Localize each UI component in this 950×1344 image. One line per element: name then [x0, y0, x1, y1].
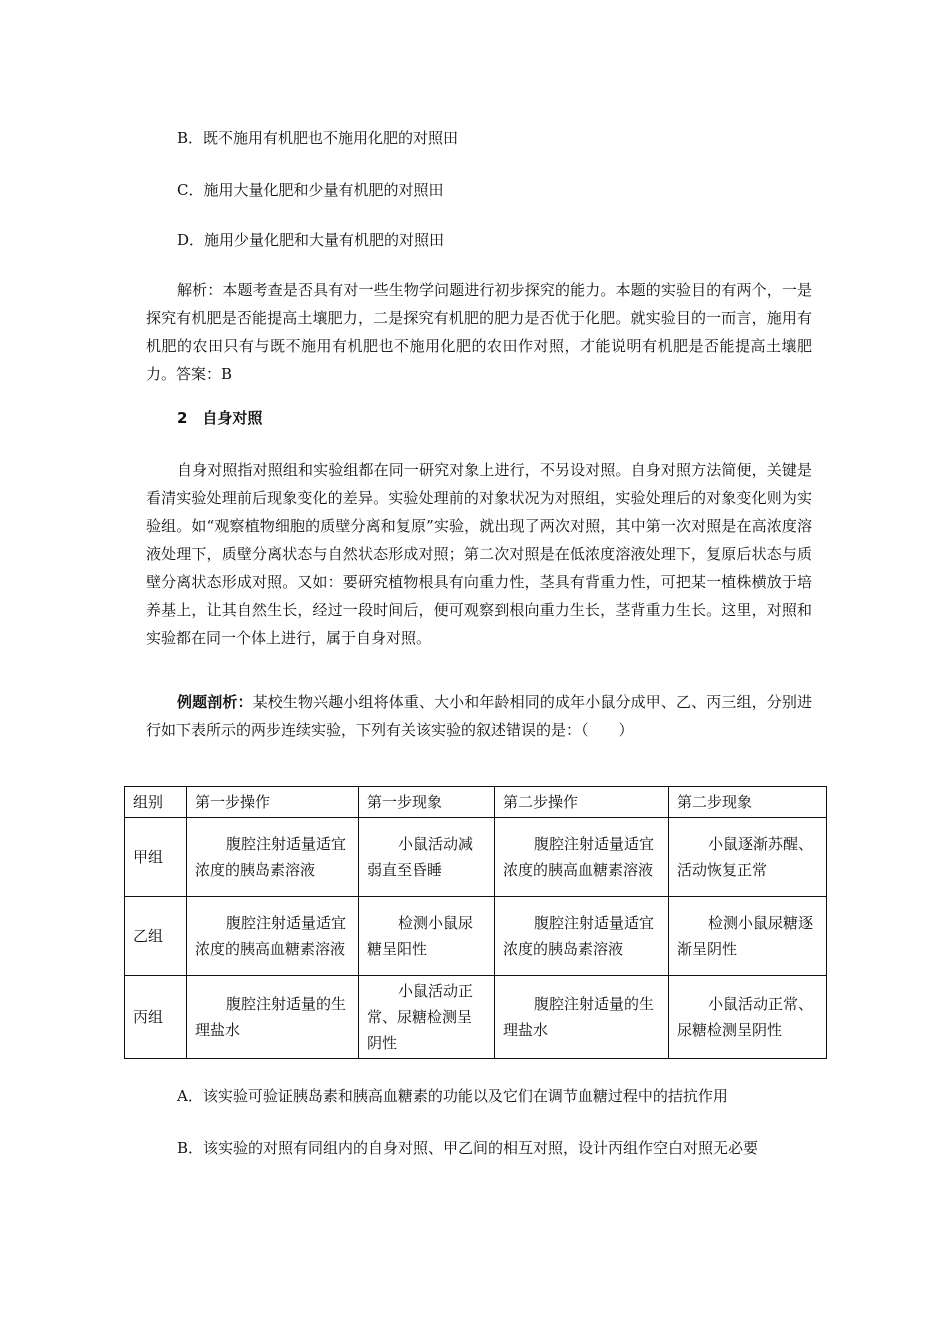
example-text: 某校生物兴趣小组将体重、大小和年龄相同的成年小鼠分成甲、乙、丙三组，分别进行如下表所示的两步连续实验，下列有关该实验的叙述错误的是：（ ） — [146, 693, 812, 739]
section-heading: 2 自身对照 — [177, 409, 263, 427]
header-cell: 组别 — [125, 787, 187, 818]
header-cell: 第二步操作 — [495, 787, 669, 818]
table-cell: 小鼠逐渐苏醒、活动恢复正常 — [669, 818, 827, 897]
table-cell: 小鼠活动正常、尿糖检测呈阴性 — [359, 976, 495, 1059]
table-cell: 腹腔注射适量适宜浓度的胰高血糖素溶液 — [187, 897, 359, 976]
table-cell: 检测小鼠尿糖呈阳性 — [359, 897, 495, 976]
example-label: 例题剖析： — [177, 693, 253, 711]
header-cell: 第一步现象 — [359, 787, 495, 818]
option-b-bottom: B．该实验的对照有同组内的自身对照、甲乙间的相互对照，设计丙组作空白对照无必要 — [177, 1139, 759, 1157]
option-b-top: B．既不施用有机肥也不施用化肥的对照田 — [177, 129, 459, 147]
group-cell: 甲组 — [125, 818, 187, 897]
group-cell: 乙组 — [125, 897, 187, 976]
option-d-top: D．施用少量化肥和大量有机肥的对照田 — [177, 231, 445, 249]
experiment-table — [124, 786, 827, 1059]
table-row — [125, 818, 827, 897]
table-row — [125, 976, 827, 1059]
table-cell: 小鼠活动正常、尿糖检测呈阴性 — [669, 976, 827, 1059]
table-header-row — [125, 787, 827, 818]
example-paragraph — [146, 688, 812, 744]
header-cell: 第一步操作 — [187, 787, 359, 818]
table-cell: 腹腔注射适量适宜浓度的胰高血糖素溶液 — [495, 818, 669, 897]
table-cell: 腹腔注射适量的生理盐水 — [495, 976, 669, 1059]
section-body-paragraph: 自身对照指对照组和实验组都在同一研究对象上进行，不另设对照。自身对照方法简便，关键是看清实验处理前后现象变化的差异。实验处理前的对象状况为对照组，实验处理后的对象变化则为实验组。如“观察植物细胞的质壁分离和复原”实验，就出现了两次对照，其中第一次对照是在高浓度溶液处理下，质壁分离状态与自然状态形成对照；第二次对照是在低浓度溶液处理下，复原后状态与质壁分离状态形成对照。又如：要研究植物根具有向重力性，茎具有背重力性，可把某一植株横放于培养基上，让其自然生长，经过一段时间后，便可观察到根向重力生长，茎背重力生长。这里，对照和实验都在同一个体上进行，属于自身对照。 — [146, 461, 812, 647]
table-row — [125, 897, 827, 976]
table-cell: 腹腔注射适量适宜浓度的胰岛素溶液 — [187, 818, 359, 897]
header-cell: 第二步现象 — [669, 787, 827, 818]
option-a-bottom: A．该实验可验证胰岛素和胰高血糖素的功能以及它们在调节血糖过程中的拮抗作用 — [177, 1087, 728, 1105]
group-cell: 丙组 — [125, 976, 187, 1059]
table-cell: 小鼠活动减弱直至昏睡 — [359, 818, 495, 897]
table-cell: 腹腔注射适量的生理盐水 — [187, 976, 359, 1059]
analysis-paragraph: 解析：本题考查是否具有对一些生物学问题进行初步探究的能力。本题的实验目的有两个，一是探究有机肥是否能提高土壤肥力，二是探究有机肥的肥力是否优于化肥。就实验目的一而言，施用有机肥的农田只有与既不施用有机肥也不施用化肥的农田作对照，才能说明有机肥是否能提高土壤肥力。答案：B — [146, 281, 812, 383]
table-cell: 腹腔注射适量适宜浓度的胰岛素溶液 — [495, 897, 669, 976]
table-cell: 检测小鼠尿糖逐渐呈阴性 — [669, 897, 827, 976]
option-c-top: C．施用大量化肥和少量有机肥的对照田 — [177, 181, 444, 199]
